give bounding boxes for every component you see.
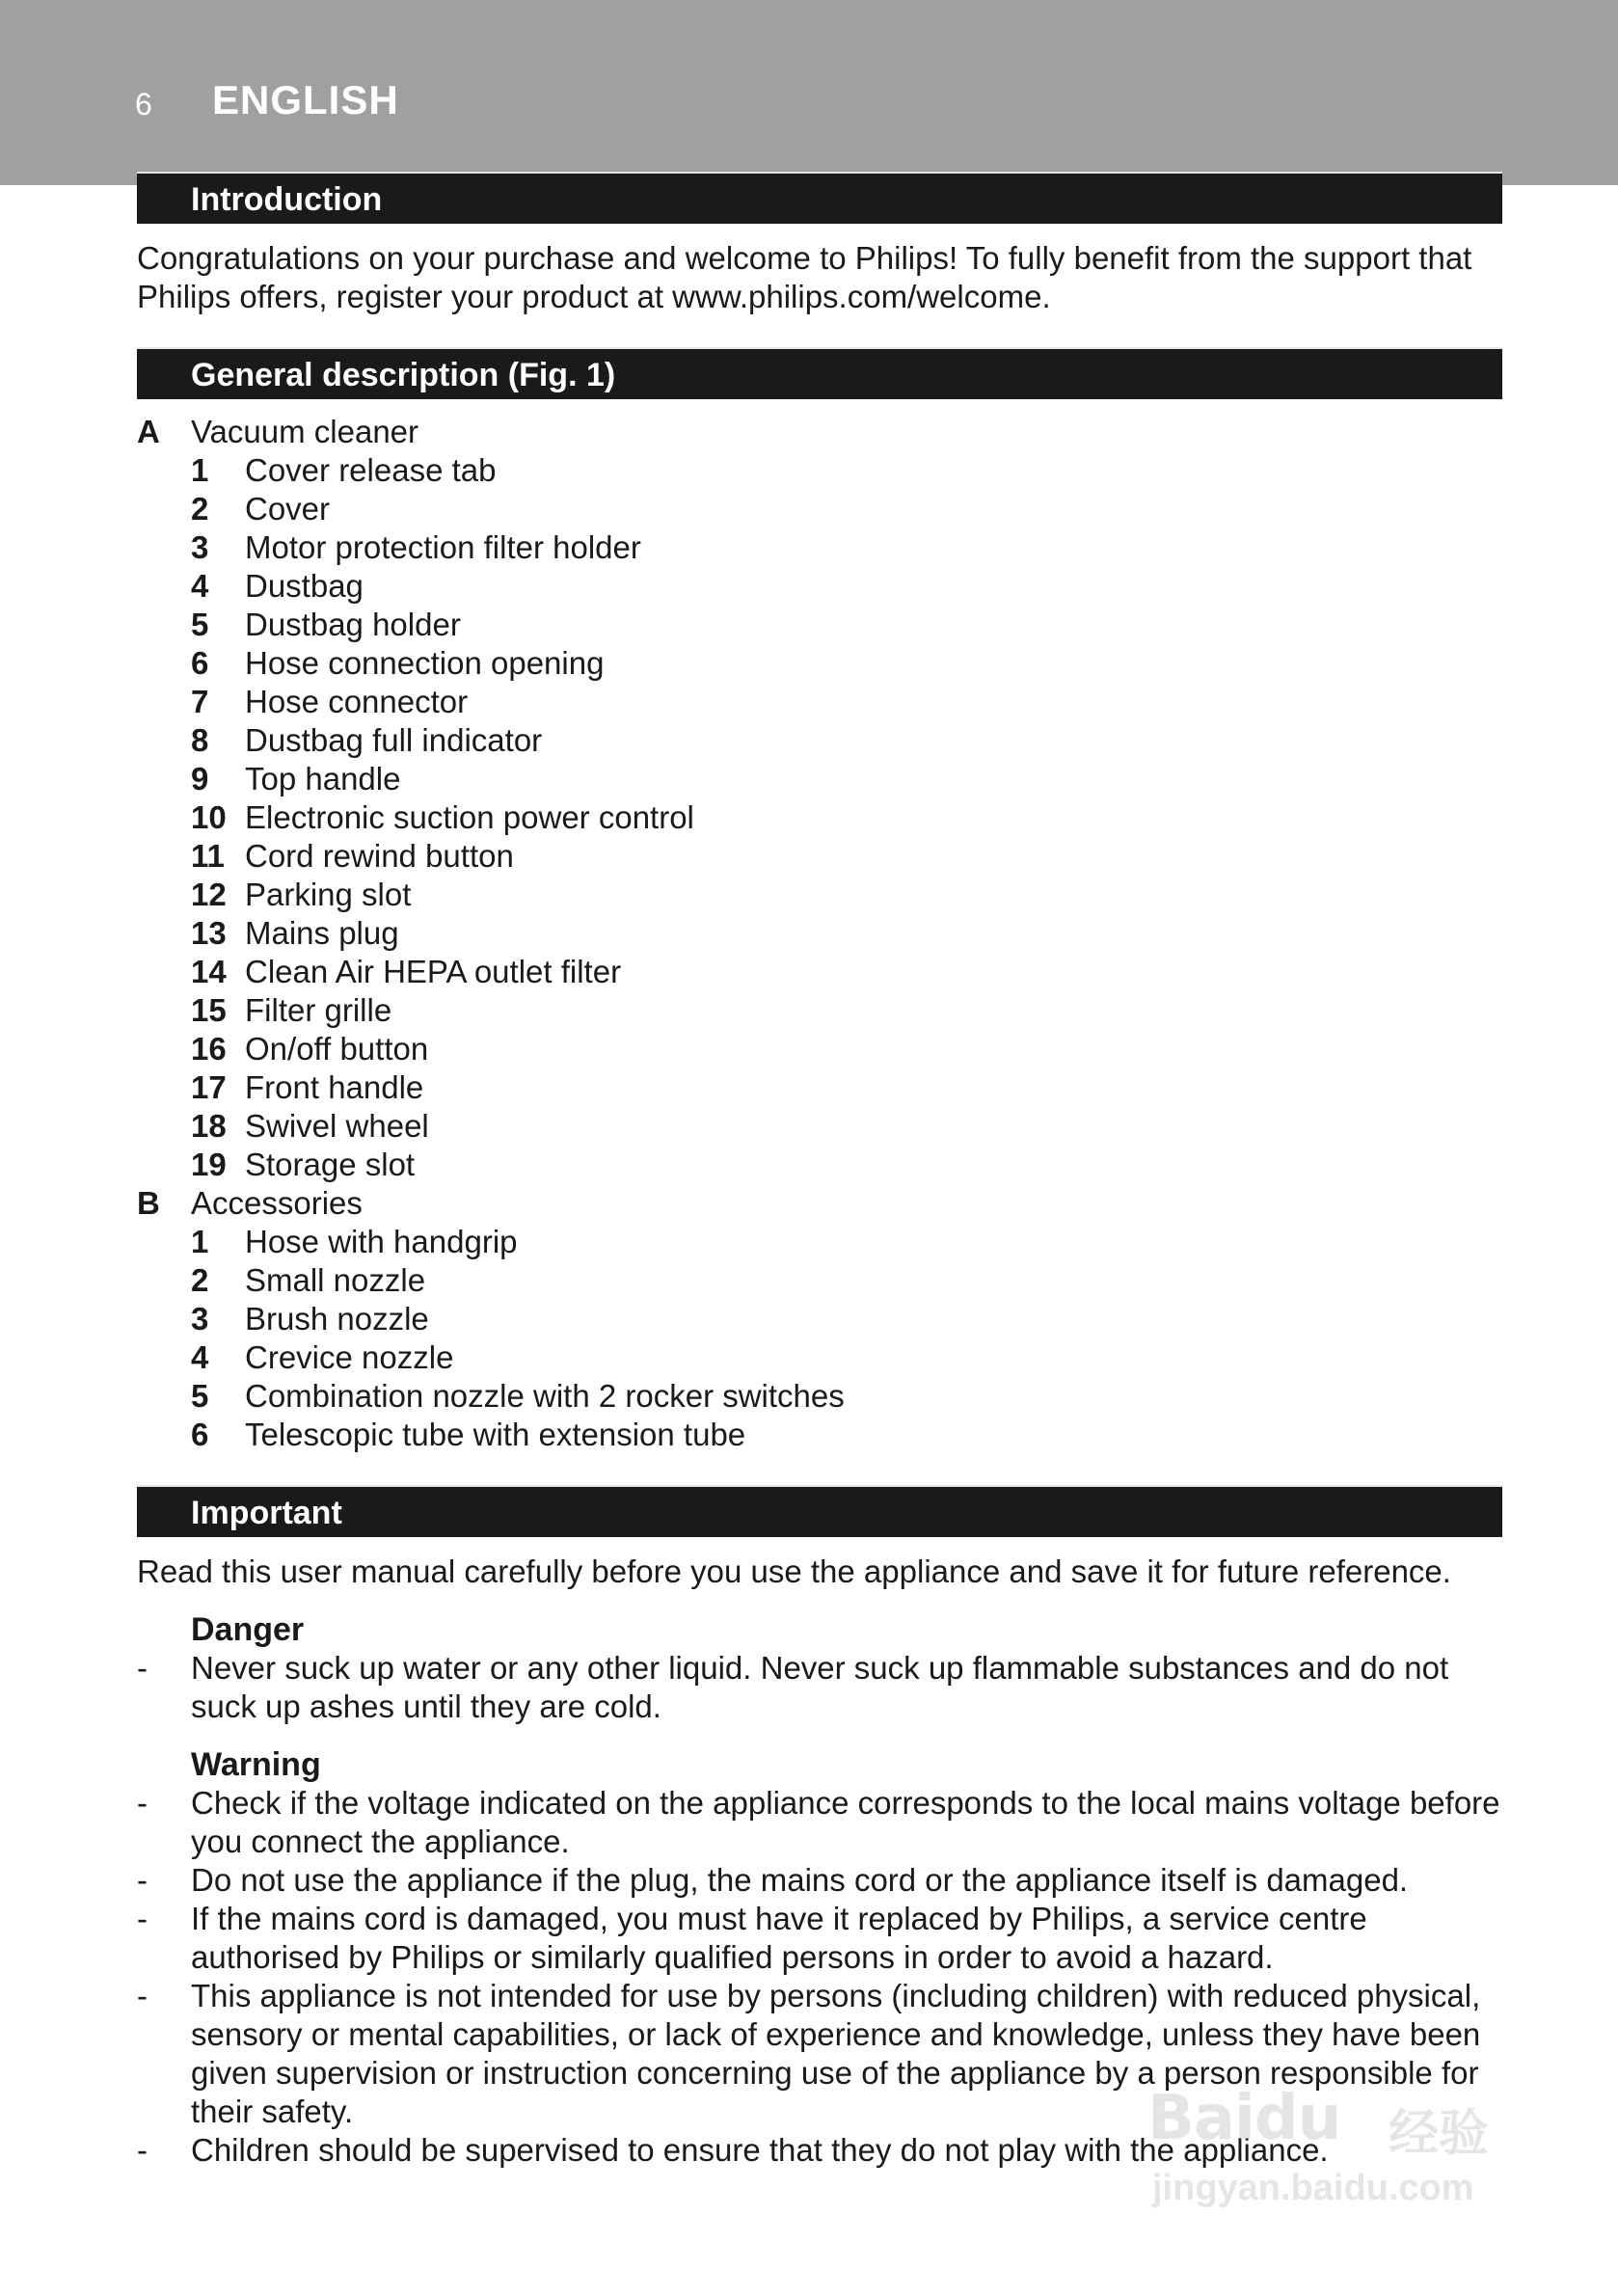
important-text: Read this user manual carefully before you use the appliance and save it for future reference. xyxy=(137,1553,1451,1589)
part-row xyxy=(137,644,1502,683)
part-row xyxy=(137,1338,1502,1377)
group-label: Accessories xyxy=(191,1185,363,1221)
watermark-logo-text: Baidu xyxy=(1147,2083,1341,2154)
part-row xyxy=(137,914,1502,953)
intro-text: Congratulations on your purchase and welcome to Philips! To fully benefit from the support that Philips offers, register your product at www.philips.com/welcome. xyxy=(137,240,1472,314)
group-row xyxy=(137,1184,1502,1223)
page-number: 6 xyxy=(135,87,152,122)
part-number: 6 xyxy=(191,645,209,681)
part-row xyxy=(137,760,1502,798)
bullet-text: This appliance is not intended for use by persons (including children) with reduced physical, sensory or mental capabilities, or lack of experience and knowledge, unless they have been given supervision or instruction concerning use of the appliance by a person responsible for their safety. xyxy=(191,1978,1481,2129)
group-letter: A xyxy=(137,414,160,449)
part-row xyxy=(137,606,1502,644)
part-label: Hose with handgrip xyxy=(245,1224,518,1259)
part-row xyxy=(137,953,1502,991)
bullet-text: Children should be supervised to ensure that they do not play with the appliance. xyxy=(191,2132,1329,2168)
part-number: 7 xyxy=(191,684,209,719)
part-label: Hose connector xyxy=(245,684,469,719)
part-label: Electronic suction power control xyxy=(245,799,694,835)
warning-item xyxy=(137,1900,1502,1977)
bullet-text: Do not use the appliance if the plug, the mains cord or the appliance itself is damaged. xyxy=(191,1862,1409,1898)
bullet-dash: - xyxy=(137,1862,148,1898)
part-row xyxy=(137,1377,1502,1416)
part-row xyxy=(137,721,1502,760)
part-label: Parking slot xyxy=(245,877,412,912)
part-label: On/off button xyxy=(245,1031,429,1067)
parts-list xyxy=(137,413,1502,1454)
part-number: 1 xyxy=(191,452,209,488)
bullet-dash: - xyxy=(137,1650,148,1686)
group-label: Vacuum cleaner xyxy=(191,414,419,449)
group-row xyxy=(137,413,1502,451)
danger-heading: Danger xyxy=(191,1611,305,1648)
header-band xyxy=(0,0,1618,185)
part-label: Cover release tab xyxy=(245,452,497,488)
part-row xyxy=(137,798,1502,837)
bullet-text: If the mains cord is damaged, you must have it replaced by Philips, a service centre authorised by Philips or similarly qualified persons in order to avoid a hazard. xyxy=(191,1901,1367,1975)
part-number: 2 xyxy=(191,1262,209,1298)
baidu-watermark xyxy=(1147,2083,1533,2218)
part-number: 4 xyxy=(191,1339,209,1375)
part-number: 13 xyxy=(191,915,227,951)
part-number: 1 xyxy=(191,1224,209,1259)
warning-item xyxy=(137,1784,1502,1861)
part-label: Hose connection opening xyxy=(245,645,605,681)
part-number: 5 xyxy=(191,607,209,642)
part-row xyxy=(137,683,1502,721)
part-label: Small nozzle xyxy=(245,1262,426,1298)
part-row xyxy=(137,490,1502,528)
part-label: Cover xyxy=(245,491,331,527)
danger-list xyxy=(137,1649,1502,1726)
part-number: 3 xyxy=(191,529,209,565)
section-general-title: General description (Fig. 1) xyxy=(137,347,1502,399)
language-label: ENGLISH xyxy=(212,77,399,122)
part-row xyxy=(137,1416,1502,1454)
part-number: 14 xyxy=(191,954,227,989)
part-label: Mains plug xyxy=(245,915,399,951)
part-label: Motor protection filter holder xyxy=(245,529,641,565)
group-letter: B xyxy=(137,1185,160,1221)
bullet-dash: - xyxy=(137,1901,148,1936)
part-number: 4 xyxy=(191,568,209,604)
part-number: 17 xyxy=(191,1069,227,1105)
bullet-dash: - xyxy=(137,1785,148,1821)
part-number: 10 xyxy=(191,799,227,835)
part-number: 5 xyxy=(191,1378,209,1414)
part-label: Brush nozzle xyxy=(245,1301,429,1337)
part-number: 3 xyxy=(191,1301,209,1337)
part-row xyxy=(137,1223,1502,1261)
watermark-url: jingyan.baidu.com xyxy=(1152,2168,1474,2208)
part-row xyxy=(137,1030,1502,1068)
part-row xyxy=(137,1068,1502,1107)
section-important-title: Important xyxy=(137,1485,1502,1537)
part-label: Top handle xyxy=(245,761,401,797)
part-label: Clean Air HEPA outlet filter xyxy=(245,954,622,989)
part-number: 2 xyxy=(191,491,209,527)
part-label: Telescopic tube with extension tube xyxy=(245,1417,746,1452)
part-row xyxy=(137,876,1502,914)
part-row xyxy=(137,1146,1502,1184)
part-row xyxy=(137,451,1502,490)
part-row xyxy=(137,567,1502,606)
part-number: 6 xyxy=(191,1417,209,1452)
part-number: 8 xyxy=(191,722,209,758)
warning-heading: Warning xyxy=(191,1746,321,1783)
part-row xyxy=(137,1300,1502,1338)
part-row xyxy=(137,991,1502,1030)
part-label: Dustbag holder xyxy=(245,607,461,642)
part-number: 12 xyxy=(191,877,227,912)
part-label: Crevice nozzle xyxy=(245,1339,454,1375)
part-label: Filter grille xyxy=(245,992,392,1028)
part-label: Dustbag xyxy=(245,568,364,604)
bullet-text: Never suck up water or any other liquid. Never suck up flammable substances and do not suck up ashes until they are cold. xyxy=(191,1650,1449,1724)
part-row xyxy=(137,1261,1502,1300)
part-label: Swivel wheel xyxy=(245,1108,429,1144)
part-number: 9 xyxy=(191,761,209,797)
part-label: Storage slot xyxy=(245,1147,416,1182)
bullet-dash: - xyxy=(137,1978,148,2013)
part-number: 11 xyxy=(191,838,225,874)
part-number: 19 xyxy=(191,1147,227,1182)
part-label: Combination nozzle with 2 rocker switches xyxy=(245,1378,845,1414)
section-introduction-title: Introduction xyxy=(137,172,1502,224)
part-row xyxy=(137,1107,1502,1146)
warning-item xyxy=(137,1861,1502,1900)
part-number: 16 xyxy=(191,1031,227,1067)
part-row xyxy=(137,837,1502,876)
bullet-dash: - xyxy=(137,2132,148,2168)
danger-item xyxy=(137,1649,1502,1726)
bullet-text: Check if the voltage indicated on the appliance corresponds to the local mains voltage before you connect the appliance. xyxy=(191,1785,1500,1859)
watermark-cn-text: 经验 xyxy=(1389,2106,1490,2162)
part-label: Dustbag full indicator xyxy=(245,722,543,758)
part-label: Cord rewind button xyxy=(245,838,514,874)
part-row xyxy=(137,528,1502,567)
part-number: 18 xyxy=(191,1108,227,1144)
page-content xyxy=(137,172,1502,2170)
part-number: 15 xyxy=(191,992,227,1028)
part-label: Front handle xyxy=(245,1069,424,1105)
